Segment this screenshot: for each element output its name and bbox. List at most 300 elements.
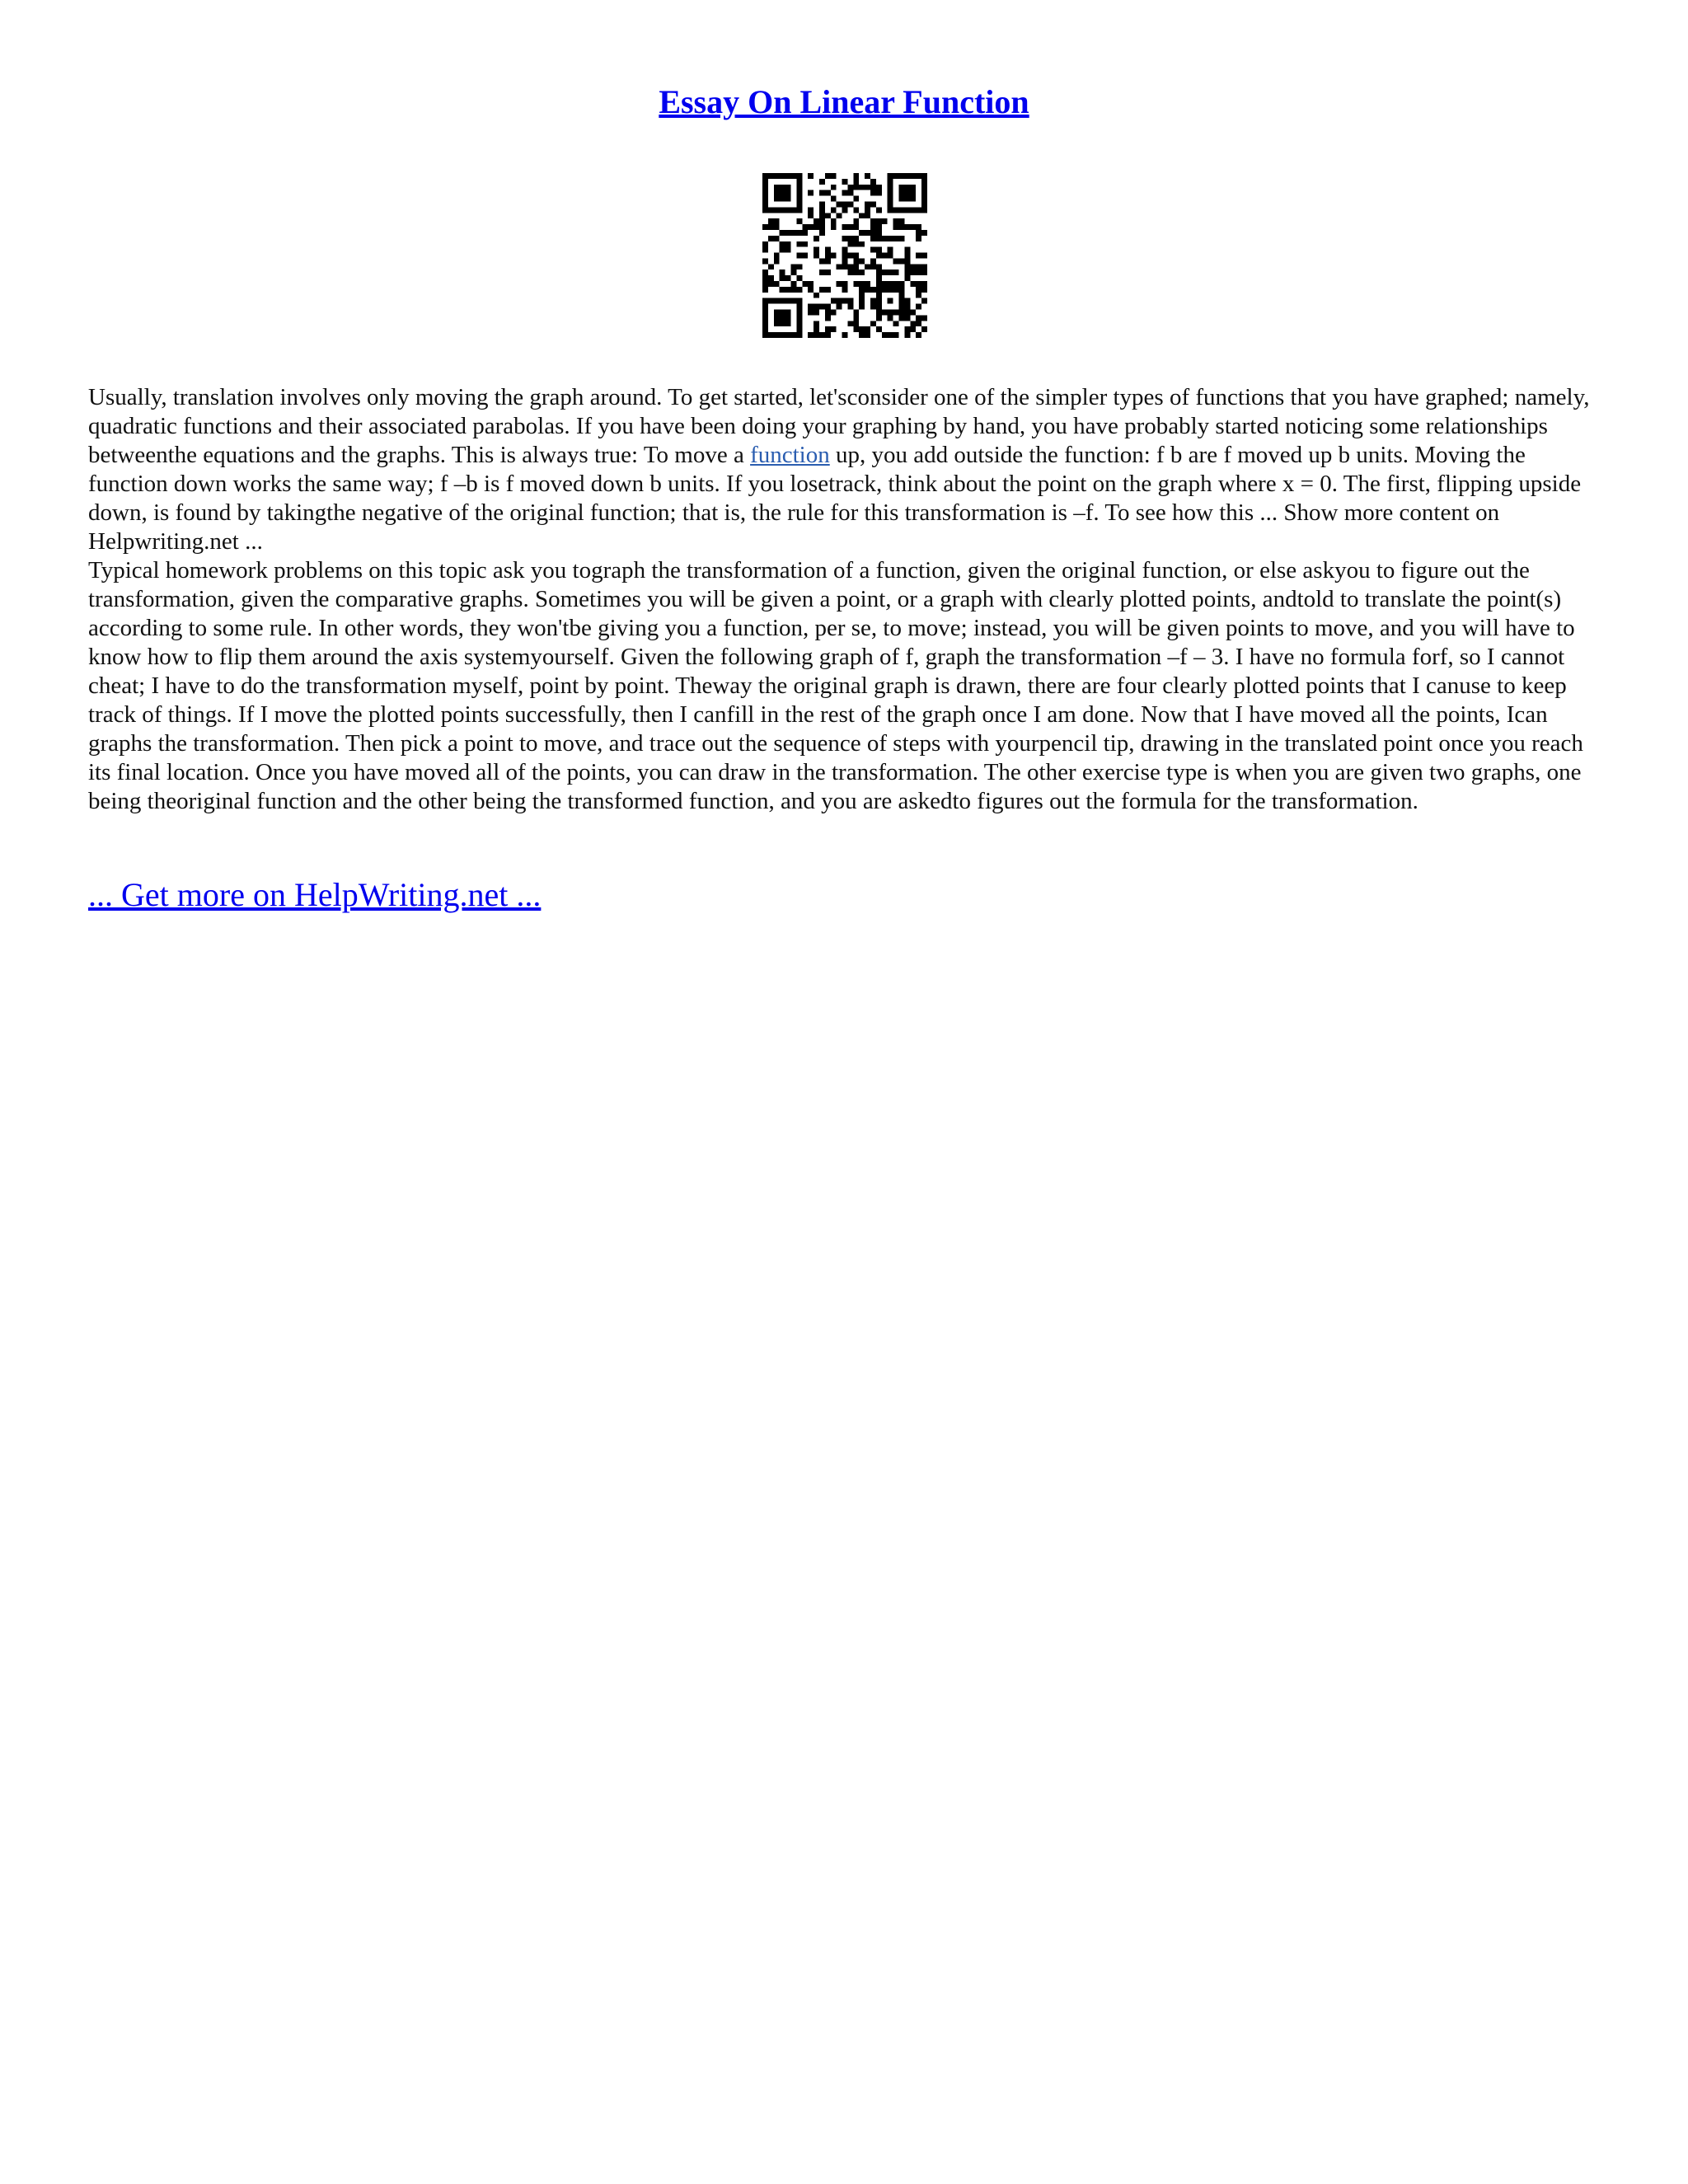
qr-module	[762, 185, 768, 190]
qr-module	[796, 196, 802, 202]
qr-module	[785, 173, 791, 179]
qr-module	[888, 173, 893, 179]
qr-module	[762, 275, 768, 281]
qr-module	[893, 287, 899, 293]
qr-module	[847, 236, 853, 241]
paragraph-1-text-start: Usually, translation involves only moving the graph around. To get started, let'sconsider one of the simpler types of functions that you have graphed; namely, quadratic functions and their associated parabolas. If you have been doing your graphing by hand, you have probably started noticing some relationships betweenthe equations and the graphs. This is always true: To move a	[88, 384, 1590, 468]
qr-module	[780, 275, 785, 281]
qr-module	[842, 281, 848, 287]
qr-module	[865, 264, 870, 269]
qr-module	[796, 264, 802, 269]
qr-module	[762, 321, 768, 326]
qr-module	[842, 224, 848, 230]
qr-module	[847, 190, 853, 196]
qr-module	[819, 218, 825, 224]
qr-module	[899, 236, 905, 241]
qr-module	[825, 315, 831, 321]
qr-module	[814, 326, 819, 332]
qr-module	[842, 179, 848, 185]
qr-module	[780, 332, 785, 338]
function-link[interactable]: function	[750, 442, 830, 468]
qr-module	[870, 185, 876, 190]
qr-module	[796, 173, 802, 179]
qr-module	[837, 201, 842, 207]
qr-module	[814, 321, 819, 326]
qr-module	[762, 190, 768, 196]
qr-module	[893, 310, 899, 316]
qr-module	[904, 207, 910, 213]
qr-module	[796, 218, 802, 224]
qr-module	[882, 253, 888, 259]
qr-module	[916, 304, 921, 310]
qr-module	[876, 310, 882, 316]
qr-module	[814, 224, 819, 230]
qr-module	[893, 281, 899, 287]
qr-module	[859, 293, 865, 298]
qr-module	[796, 310, 802, 316]
qr-module	[825, 304, 831, 310]
qr-module	[870, 236, 876, 241]
qr-module	[876, 224, 882, 230]
qr-module	[814, 332, 819, 338]
qr-module	[790, 173, 796, 179]
qr-module	[768, 281, 774, 287]
qr-module	[831, 253, 837, 259]
qr-module	[865, 287, 870, 293]
qr-module	[916, 332, 921, 338]
qr-module	[847, 185, 853, 190]
qr-module	[774, 207, 780, 213]
qr-module	[842, 236, 848, 241]
qr-module	[910, 281, 916, 287]
qr-module	[847, 201, 853, 207]
qr-module	[865, 185, 870, 190]
qr-module	[876, 190, 882, 196]
qr-module	[916, 264, 921, 269]
qr-module	[796, 275, 802, 281]
qr-module	[768, 224, 774, 230]
qr-module	[762, 241, 768, 247]
qr-module	[876, 275, 882, 281]
qr-module	[762, 298, 768, 304]
qr-module	[762, 196, 768, 202]
qr-module	[768, 236, 774, 241]
qr-module	[796, 332, 802, 338]
qr-module	[876, 264, 882, 269]
qr-module	[910, 173, 916, 179]
qr-module	[780, 230, 785, 236]
qr-module	[904, 269, 910, 275]
qr-module	[819, 224, 825, 230]
qr-module	[780, 315, 785, 321]
qr-module	[888, 315, 893, 321]
qr-module	[888, 253, 893, 259]
qr-module	[921, 264, 927, 269]
qr-module	[859, 241, 865, 247]
qr-module	[774, 173, 780, 179]
qr-module	[785, 190, 791, 196]
qr-module	[774, 281, 780, 287]
qr-module	[825, 287, 831, 293]
qr-module	[780, 269, 785, 275]
qr-module	[921, 196, 927, 202]
qr-module	[825, 332, 831, 338]
qr-module	[847, 321, 853, 326]
qr-module	[768, 275, 774, 281]
qr-module	[899, 310, 905, 316]
qr-module	[916, 230, 921, 236]
qr-module	[780, 247, 785, 253]
qr-module	[837, 281, 842, 287]
qr-module	[882, 218, 888, 224]
qr-module	[904, 173, 910, 179]
qr-module	[831, 310, 837, 316]
qr-module	[762, 315, 768, 321]
qr-module	[870, 321, 876, 326]
qr-module	[774, 253, 780, 259]
qr-module	[796, 179, 802, 185]
qr-module	[819, 213, 825, 218]
qr-module	[888, 179, 893, 185]
qr-module	[916, 269, 921, 275]
qr-module	[831, 173, 837, 179]
qr-module	[904, 298, 910, 304]
qr-module	[785, 287, 791, 293]
qr-module	[814, 218, 819, 224]
qr-module	[774, 185, 780, 190]
qr-module	[785, 298, 791, 304]
qr-module	[774, 310, 780, 316]
qr-module	[888, 236, 893, 241]
qr-module	[899, 185, 905, 190]
qr-module	[910, 326, 916, 332]
qr-module	[853, 321, 859, 326]
qr-module	[819, 269, 825, 275]
qr-module	[916, 293, 921, 298]
qr-module	[870, 264, 876, 269]
qr-module	[808, 213, 814, 218]
qr-module	[893, 258, 899, 264]
qr-module	[768, 173, 774, 179]
qr-module	[780, 185, 785, 190]
qr-module	[842, 247, 848, 253]
qr-module	[774, 315, 780, 321]
qr-module	[899, 281, 905, 287]
qr-module	[825, 269, 831, 275]
qr-module	[870, 224, 876, 230]
qr-module	[859, 230, 865, 236]
qr-module	[870, 218, 876, 224]
qr-module	[876, 230, 882, 236]
qr-module	[916, 236, 921, 241]
qr-module	[904, 253, 910, 259]
qr-module	[819, 190, 825, 196]
qr-module	[870, 304, 876, 310]
qr-module	[762, 310, 768, 316]
qr-module	[796, 321, 802, 326]
qr-module	[790, 207, 796, 213]
qr-module	[859, 304, 865, 310]
qr-module	[853, 264, 859, 269]
qr-module	[910, 207, 916, 213]
qr-module	[865, 326, 870, 332]
qr-module	[904, 304, 910, 310]
qr-module	[904, 196, 910, 202]
qr-module	[831, 326, 837, 332]
qr-module	[785, 310, 791, 316]
qr-module	[796, 304, 802, 310]
qr-module	[904, 258, 910, 264]
qr-module	[842, 332, 848, 338]
qr-module	[819, 258, 825, 264]
qr-module	[847, 298, 853, 304]
qr-module	[780, 310, 785, 316]
qr-module	[859, 213, 865, 218]
qr-module	[893, 321, 899, 326]
qr-module	[888, 310, 893, 316]
qr-module	[910, 185, 916, 190]
qr-module	[780, 196, 785, 202]
qr-module	[859, 287, 865, 293]
qr-module	[870, 201, 876, 207]
qr-module	[768, 264, 774, 269]
qr-module	[785, 247, 791, 253]
qr-module	[904, 185, 910, 190]
qr-module	[762, 281, 768, 287]
qr-module	[768, 207, 774, 213]
qr-module	[910, 224, 916, 230]
qr-module	[774, 258, 780, 264]
qr-module	[888, 332, 893, 338]
qr-module	[808, 304, 814, 310]
qr-module	[785, 315, 791, 321]
qr-module	[921, 201, 927, 207]
qr-module	[808, 281, 814, 287]
qr-module	[882, 310, 888, 316]
qr-module	[762, 287, 768, 293]
qr-module	[899, 258, 905, 264]
qr-module	[910, 264, 916, 269]
qr-module	[899, 224, 905, 230]
qr-module	[865, 230, 870, 236]
qr-module	[796, 185, 802, 190]
qr-module	[888, 287, 893, 293]
qr-module	[916, 321, 921, 326]
qr-module	[921, 298, 927, 304]
qr-module	[842, 207, 848, 213]
qr-module	[921, 253, 927, 259]
qr-module	[814, 236, 819, 241]
qr-module	[774, 196, 780, 202]
qr-module	[916, 207, 921, 213]
qr-module	[904, 264, 910, 269]
qr-module	[831, 196, 837, 202]
qr-module	[790, 264, 796, 269]
qr-module	[882, 269, 888, 275]
qr-module	[847, 241, 853, 247]
qr-module	[893, 207, 899, 213]
document-title-link[interactable]: Essay On Linear Function	[659, 83, 1029, 120]
qr-module	[859, 185, 865, 190]
qr-module	[825, 326, 831, 332]
qr-module	[847, 304, 853, 310]
qr-module	[893, 224, 899, 230]
qr-module	[837, 304, 842, 310]
qr-module	[859, 326, 865, 332]
qr-module	[876, 287, 882, 293]
qr-module	[921, 326, 927, 332]
qr-module	[853, 224, 859, 230]
qr-module	[853, 185, 859, 190]
qr-module	[893, 218, 899, 224]
qr-module	[904, 224, 910, 230]
qr-module	[904, 190, 910, 196]
qr-module	[876, 185, 882, 190]
qr-module	[780, 241, 785, 247]
essay-body	[88, 383, 1600, 816]
qr-module	[870, 230, 876, 236]
qr-module	[762, 247, 768, 253]
qr-module	[802, 281, 808, 287]
qr-module	[893, 173, 899, 179]
qr-module	[796, 207, 802, 213]
qr-module	[785, 207, 791, 213]
qr-module	[899, 298, 905, 304]
qr-module	[842, 258, 848, 264]
qr-module	[888, 247, 893, 253]
qr-module	[819, 230, 825, 236]
qr-module	[865, 332, 870, 338]
qr-module	[910, 196, 916, 202]
qr-module	[768, 218, 774, 224]
qr-module	[774, 298, 780, 304]
qr-module	[796, 298, 802, 304]
qr-module	[916, 253, 921, 259]
qr-module	[842, 287, 848, 293]
qr-module	[910, 190, 916, 196]
qr-module	[870, 247, 876, 253]
qr-module	[802, 253, 808, 259]
qr-module	[796, 287, 802, 293]
qr-module	[842, 253, 848, 259]
qr-module	[882, 287, 888, 293]
qr-module	[921, 190, 927, 196]
qr-module	[785, 332, 791, 338]
qr-module	[796, 326, 802, 332]
qr-module	[876, 326, 882, 332]
qr-module	[762, 304, 768, 310]
qr-module	[876, 298, 882, 304]
qr-module	[808, 287, 814, 293]
qr-module	[865, 173, 870, 179]
qr-module	[785, 196, 791, 202]
qr-module	[921, 173, 927, 179]
qr-module	[853, 281, 859, 287]
qr-module	[921, 315, 927, 321]
qr-module	[819, 179, 825, 185]
qr-module	[825, 247, 831, 253]
qr-module	[910, 310, 916, 316]
qr-module	[825, 310, 831, 316]
qr-module	[853, 253, 859, 259]
qr-module	[853, 241, 859, 247]
qr-module	[774, 236, 780, 241]
qr-module	[825, 173, 831, 179]
qr-module	[831, 224, 837, 230]
qr-module	[762, 207, 768, 213]
qr-module	[899, 304, 905, 310]
qr-module	[876, 281, 882, 287]
qr-module	[865, 201, 870, 207]
qr-module	[808, 173, 814, 179]
qr-module	[921, 230, 927, 236]
qr-module	[842, 298, 848, 304]
qr-module	[819, 207, 825, 213]
qr-module	[882, 236, 888, 241]
qr-module	[888, 201, 893, 207]
qr-module	[853, 258, 859, 264]
qr-module	[785, 275, 791, 281]
get-more-link[interactable]: ... Get more on HelpWriting.net ...	[88, 876, 542, 913]
qr-module	[859, 298, 865, 304]
qr-module	[876, 269, 882, 275]
qr-module	[876, 293, 882, 298]
essay-paragraph-2: Typical homework problems on this topic ask you tograph the transformation of a function, given the original function, or else askyou to figure out the transformation, given the comparative graphs. Sometimes you will be given a point, or a graph with clearly plotted points, andtold to translate the point(s) according to some rule. In other words, they won'tbe giving you a function, per se, to move; instead, you will be given points to move, and you will have to know how to flip them around the axis systemyourself. Given the following graph of f, graph the transformation –f – 3. I have no formula forf, so I cannot cheat; I have to do the transformation myself, point by point. Theway the original graph is drawn, there are four clearly plotted points that I canuse to keep track of things. If I move the plotted points successfully, then I canfill in the rest of the graph once I am done. Now that I have moved all the points, Ican graphs the transformation. Then pick a point to move, and trace out the sequence of steps with yourpencil tip, drawing in the translated point once you reach its final location. Once you have moved all of the points, you can draw in the transformation. The other exercise type is when you are given two graphs, one being theoriginal function and the other being the transformed function, and you are askedto figures out the formula for the transformation.	[88, 557, 1583, 814]
qr-code-icon	[762, 173, 927, 338]
qr-module	[876, 218, 882, 224]
qr-module	[853, 326, 859, 332]
qr-module	[796, 315, 802, 321]
qr-module	[814, 293, 819, 298]
qr-module	[870, 179, 876, 185]
qr-module	[899, 190, 905, 196]
paragraph-1-text-end: up, you add outside the function: f b are f moved up b units. Moving the function down works the same way; f –b is f moved down b units. If you losetrack, think about the point on the graph where x = 0. The first, flipping upside down, is found by takingthe negative of the original function; that is, the rule for this transformation is –f. To see how this ... Show more content on Helpwriting.net ...	[88, 442, 1582, 555]
qr-module	[774, 190, 780, 196]
qr-module	[814, 304, 819, 310]
qr-module	[853, 315, 859, 321]
qr-module	[831, 185, 837, 190]
qr-module	[802, 230, 808, 236]
qr-module	[921, 287, 927, 293]
qr-module	[790, 269, 796, 275]
qr-module	[768, 298, 774, 304]
qr-module	[876, 247, 882, 253]
qr-module	[796, 230, 802, 236]
qr-module	[825, 253, 831, 259]
qr-module	[888, 298, 893, 304]
qr-module	[785, 241, 791, 247]
qr-module	[853, 236, 859, 241]
qr-module	[904, 275, 910, 281]
qr-module	[842, 201, 848, 207]
qr-module	[819, 304, 825, 310]
qr-module	[904, 310, 910, 316]
qr-module	[808, 190, 814, 196]
qr-module	[785, 321, 791, 326]
qr-module	[888, 207, 893, 213]
qr-module	[831, 218, 837, 224]
qr-module	[780, 321, 785, 326]
qr-module	[762, 173, 768, 179]
qr-module	[865, 213, 870, 218]
qr-module	[814, 253, 819, 259]
qr-module	[774, 321, 780, 326]
qr-module	[819, 287, 825, 293]
qr-module	[762, 332, 768, 338]
qr-module	[762, 201, 768, 207]
qr-module	[888, 190, 893, 196]
qr-module	[916, 224, 921, 230]
